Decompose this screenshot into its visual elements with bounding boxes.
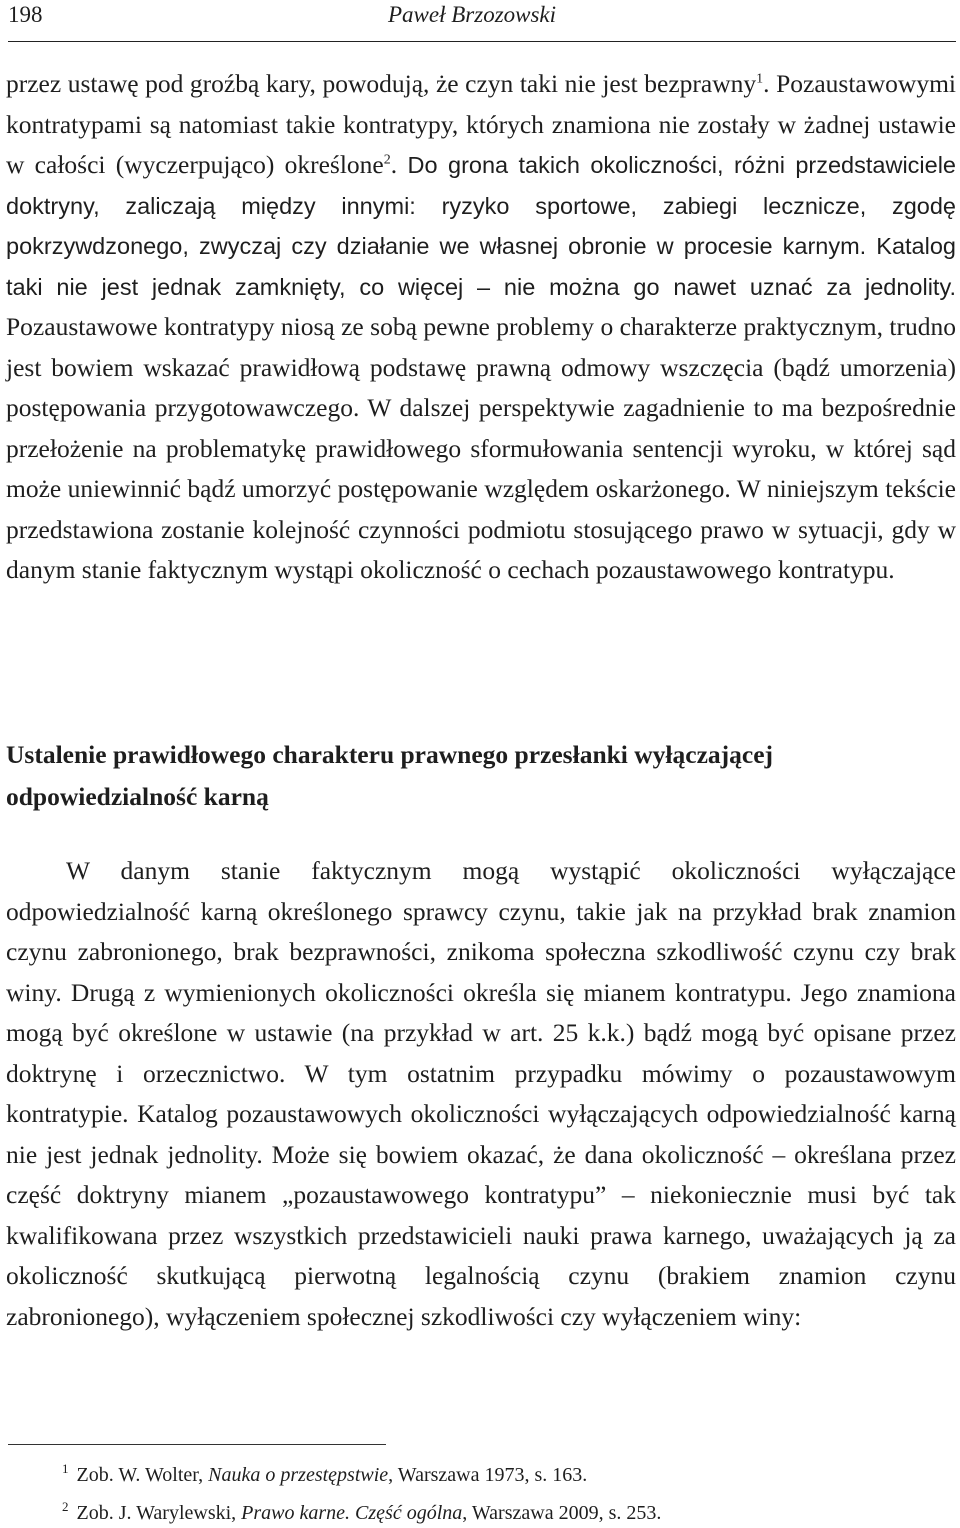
section-heading: Ustalenie prawidłowego charakteru prawnego przesłanki wyłączającej odpowiedzialność karną xyxy=(6,740,774,811)
footnote-1 xyxy=(62,1462,587,1490)
footnote-marker: 1 xyxy=(62,1461,69,1476)
footnote-ref-2[interactable]: 2 xyxy=(383,152,391,168)
paragraph1-text-b: . Pozaustawowymi kontratypami są natomiast takie kontratypy, których znamiona nie zostały w żadnej ustawie w całości (wyczerpująco) określone xyxy=(6,69,956,179)
paragraph1-text-sans: Do grona takich okoliczności, różni przedstawiciele doktryny, zaliczają między innymi: ryzyko sportowe, zabiegi lecznicze, zgodę pokrzywdzonego, zwyczaj czy działanie we własnej obronie w procesie karnym. Katalog taki nie jest jednak zamknięty, co więcej – nie można go nawet uznać za jednolity. xyxy=(6,152,956,300)
footnote-ref-1[interactable]: 1 xyxy=(756,71,764,87)
footnote-title: Nauka o przestępstwie xyxy=(208,1464,389,1486)
paragraph1-text-d: Pozaustawowe kontratypy niosą ze sobą pewne problemy o charakterze praktycznym, trudno jest bowiem wskazać prawidłową podstawę prawną odmowy wszczęcia (bądź umorzenia) postępowania przygotowawczego. W dalszej perspektywie zagadnienie to ma bezpośrednie przełożenie na problematykę prawidłowego sformułowania sentencji wyroku, w której sąd może uniewinnić bądź umorzyć postępowanie względem oskarżonego. W niniejszym tekście przedstawiona zostanie kolejność czynności podmiotu stosującego prawo w sytuacji, gdy w danym stanie faktycznym wystąpi okoliczność o cechach pozaustawowego kontratypu. xyxy=(6,312,956,584)
footnote-2 xyxy=(62,1500,661,1528)
footnote-text-end: , Warszawa 1973, s. 163. xyxy=(388,1464,588,1486)
page-header xyxy=(8,0,956,44)
footnote-title: Prawo karne. Część ogólna xyxy=(241,1502,463,1524)
footnote-text-end: , Warszawa 2009, s. 253. xyxy=(462,1502,662,1524)
running-head-author: Paweł Brzozowski xyxy=(388,2,557,27)
header-divider xyxy=(8,41,956,42)
paragraph1-text-c: . xyxy=(390,150,398,179)
footnote-divider xyxy=(8,1444,386,1445)
footnote-text: Zob. J. Warylewski, xyxy=(76,1502,242,1524)
paragraph1-text-a: przez ustawę pod groźbą kary, powodują, że czyn taki nie jest bezprawny xyxy=(6,69,757,98)
body-paragraph-2: W danym stanie faktycznym mogą wystąpić okoliczności wyłączające odpowiedzialność karną określonego sprawcy czynu, takie jak na przykład brak znamion czynu zabronionego, brak bezprawności, znikoma społeczna szkodliwość czynu czy brak winy. Drugą z wymienionych okoliczności określa się mianem kontratypu. Jego znamiona mogą być określone w ustawie (na przykład w art. 25 k.k.) bądź mogą być opisane przez doktrynę i orzecznictwo. W tym ostatnim przypadku mówimy o pozaustawowym kontratypie. Katalog pozaustawowych okoliczności wyłączających odpowiedzialność karną nie jest jednak jednolity. Może się bowiem okazać, że dana okoliczność – określana przez część doktryny mianem „pozaustawowego kontratypu” – niekoniecznie musi być tak kwalifikowana przez wszystkich przedstawicieli nauki prawa karnego, uważających ją za okoliczność skutkującą pierwotną legalnością czynu (brakiem znamion czynu zabronionego), wyłączeniem społecznej szkodliwości czy wyłączeniem winy: xyxy=(6,856,956,1331)
body-paragraph-1 xyxy=(6,64,956,591)
footnote-text: Zob. W. Wolter, xyxy=(76,1464,209,1486)
page-number: 198 xyxy=(8,2,43,27)
footnote-marker: 2 xyxy=(62,1499,69,1514)
